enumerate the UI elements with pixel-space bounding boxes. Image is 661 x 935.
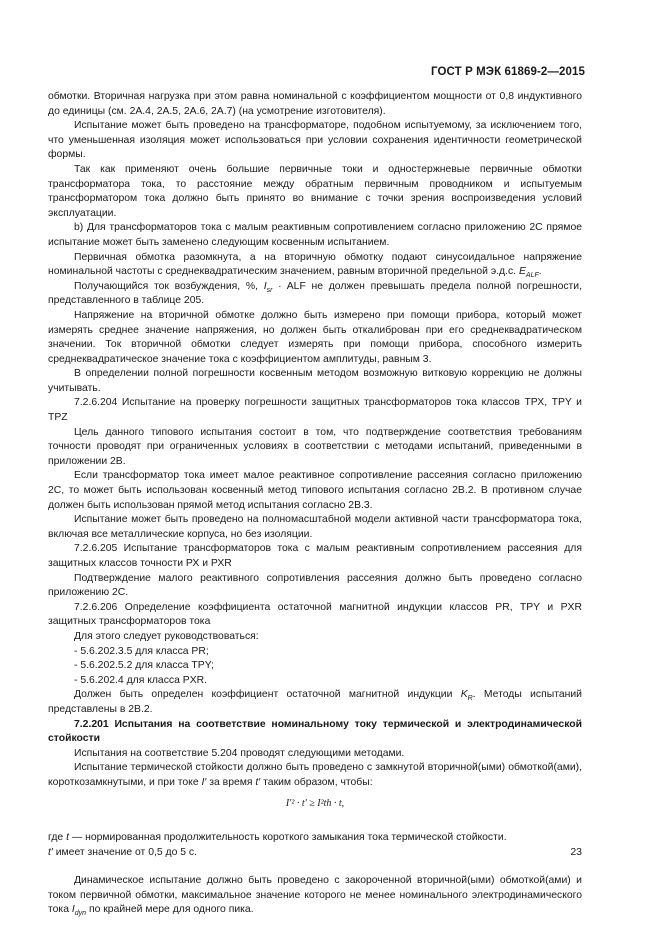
- formula: I′² · t′ ≥ I²th · t,: [285, 797, 345, 809]
- paragraph-text: таким образом, чтобы:: [263, 776, 373, 788]
- document-header: ГОСТ Р МЭК 61869-2—2015: [431, 66, 585, 78]
- paragraph: [48, 846, 582, 861]
- paragraph: Напряжение на вторичной обмотке должно быть измерено при помощи прибора, который может измерять среднее значение напряжения, но должен быть откалиброван при его среднеквадратическом значении. Ток вторичной обмотки следует измерять при помощи прибора, способного измерить среднеквадратическое значение тока с коэффициентом амплитуды, равным 3.: [48, 309, 582, 365]
- section-heading: 7.2.6.204 Испытание на проверку погрешности защитных трансформаторов тока классов ТРХ, ТРY и ТРZ: [48, 397, 582, 424]
- i-prime-symbol: I′: [201, 776, 207, 788]
- paragraph-text: за время: [209, 776, 253, 788]
- paragraph-text: не должен превышать предела полной погрешности, представленного в таблице 205.: [48, 280, 582, 307]
- page-number: 23: [570, 846, 582, 858]
- paragraph: [48, 688, 582, 717]
- k-r-symbol: $K_R$: [460, 689, 473, 703]
- e-alf-symbol: $E_{ALF}$: [518, 266, 539, 280]
- t-symbol: t: [66, 832, 69, 844]
- paragraph: обмотки. Вторичная нагрузка при этом равна номинальной с коэффициентом мощности от 0,8 индуктивного до единицы (см. 2А.4, 2А.5, 2А.6, 2А.7) (на усмотрение изготовителя).: [48, 91, 582, 117]
- paragraph-text: Получающийся ток возбуждения, %,: [74, 280, 259, 292]
- paragraph: Испытания на соответствие 5.204 проводят следующими методами.: [74, 747, 405, 759]
- paragraph: [48, 831, 582, 846]
- paragraph: [48, 280, 582, 309]
- paragraph-text: имеет значение от 0,5 до 5 с.: [55, 846, 197, 858]
- paragraph: [48, 761, 582, 790]
- document-body: [48, 90, 582, 918]
- list-item: - 5.6.202.5.2 для класса TPY;: [74, 660, 214, 672]
- paragraph-text: Первичная обмотка разомкнута, а на вторичную обмотку подают синусоидальное напряжение номинальной частоты с среднеквадратическим значением, равным вторичной предельной э.д.с.: [48, 251, 582, 278]
- paragraph: [48, 874, 582, 918]
- i-dyn-symbol: $I_{dyn}$: [71, 904, 87, 918]
- paragraph-text: Испытание термической стойкости должно быть проведено с замкнутой вторичной(ыми) обмоткой(ами), короткозамкнутыми, и при токе: [48, 762, 582, 788]
- paragraph: b) Для трансформаторов тока с малым реактивным сопротивлением согласно приложению 2С прямое испытание может быть заменено следующим косвенным испытанием.: [48, 222, 582, 248]
- paragraph: Испытание может быть проведено на трансформаторе, подобном испытуемому, за исключением того, что уменьшенная изоляция может использоваться при условии сохранения идентичности геометрической формы.: [48, 120, 582, 161]
- paragraph-text: где: [48, 832, 64, 844]
- paragraph: Если трансформатор тока имеет малое реактивное сопротивление рассеяния согласно приложению 2С, то может быть использован косвенный метод типового испытания согласно 2В.2. В противном случае должен быть использован прямой метод испытания согласно 2В.3.: [48, 470, 582, 511]
- paragraph-text: Динамическое испытание должно быть проведено с закороченной вторичной(ыми) обмоткой(ами) и током первичной обмотки, максимальное значение которого не менее номинального электродинамического тока: [48, 875, 582, 916]
- alf-symbol: · ALF: [278, 280, 306, 292]
- paragraph-text: — нормированная продолжительность короткого замыкания тока термической стойкости.: [71, 832, 507, 844]
- list-item: - 5.6.202.4 для класса PXR.: [74, 674, 208, 686]
- paragraph: Подтверждение малого реактивного сопротивления рассеяния должно быть проведено согласно приложению 2С.: [48, 572, 582, 599]
- section-heading: 7.2.6.205 Испытание трансформаторов тока с малым реактивным сопротивлением рассеяния для защитных классов точности РХ и РХR: [48, 543, 582, 569]
- paragraph-text: Должен быть определен коэффициент остаточной магнитной индукции: [74, 689, 453, 701]
- t-prime-symbol: t′: [48, 846, 53, 858]
- section-heading-bold: 7.2.201 Испытания на соответствие номинальному току термической и электродинамической стойкости: [48, 718, 582, 745]
- i-sr-symbol: $I_{sr}$: [263, 280, 273, 294]
- paragraph: Так как применяют очень большие первичные токи и одностержневые первичные обмотки трансформатора тока, то расстояние между обратным первичным проводником и испытуемым трансформатором тока должно быть принято во внимание с точки зрения воспроизведения условий эксплуатации.: [48, 163, 582, 219]
- paragraph-text: . Методы испытаний представлены в 2В.2.: [48, 689, 582, 715]
- paragraph: Испытание может быть проведено на полномасштабной модели активной части трансформатора тока, включая все металлические корпуса, но без изоляции.: [48, 514, 582, 540]
- t-prime-symbol: t′: [255, 776, 261, 788]
- paragraph: Цель данного типового испытания состоит в том, что подтверждение соответствия требованиям точности проводят при ограниченных условиях в соответствии с методами испытаний, приведенными в приложении 2В.: [48, 426, 582, 467]
- paragraph: В определении полной погрешности косвенным методом возможную витковую коррекцию не должны учитывать.: [48, 368, 582, 394]
- paragraph: Для этого следует руководствоваться:: [74, 630, 259, 642]
- section-heading: 7.2.6.206 Определение коэффициента остаточной магнитной индукции классов PR, TPY и PXR защитных трансформаторов тока: [48, 601, 582, 628]
- list-item: - 5.6.202.3.5 для класса PR;: [74, 645, 209, 657]
- paragraph-text: по крайней мере для одного пика.: [88, 904, 254, 916]
- paragraph: Первичная обмотка разомкнута, а на вторичную обмотку подают синусоидальное напряжение номинальной частоты с среднеквадратическим значением, равным вторичной предельной э.д.с. $E_{ALF}$.: [48, 251, 582, 280]
